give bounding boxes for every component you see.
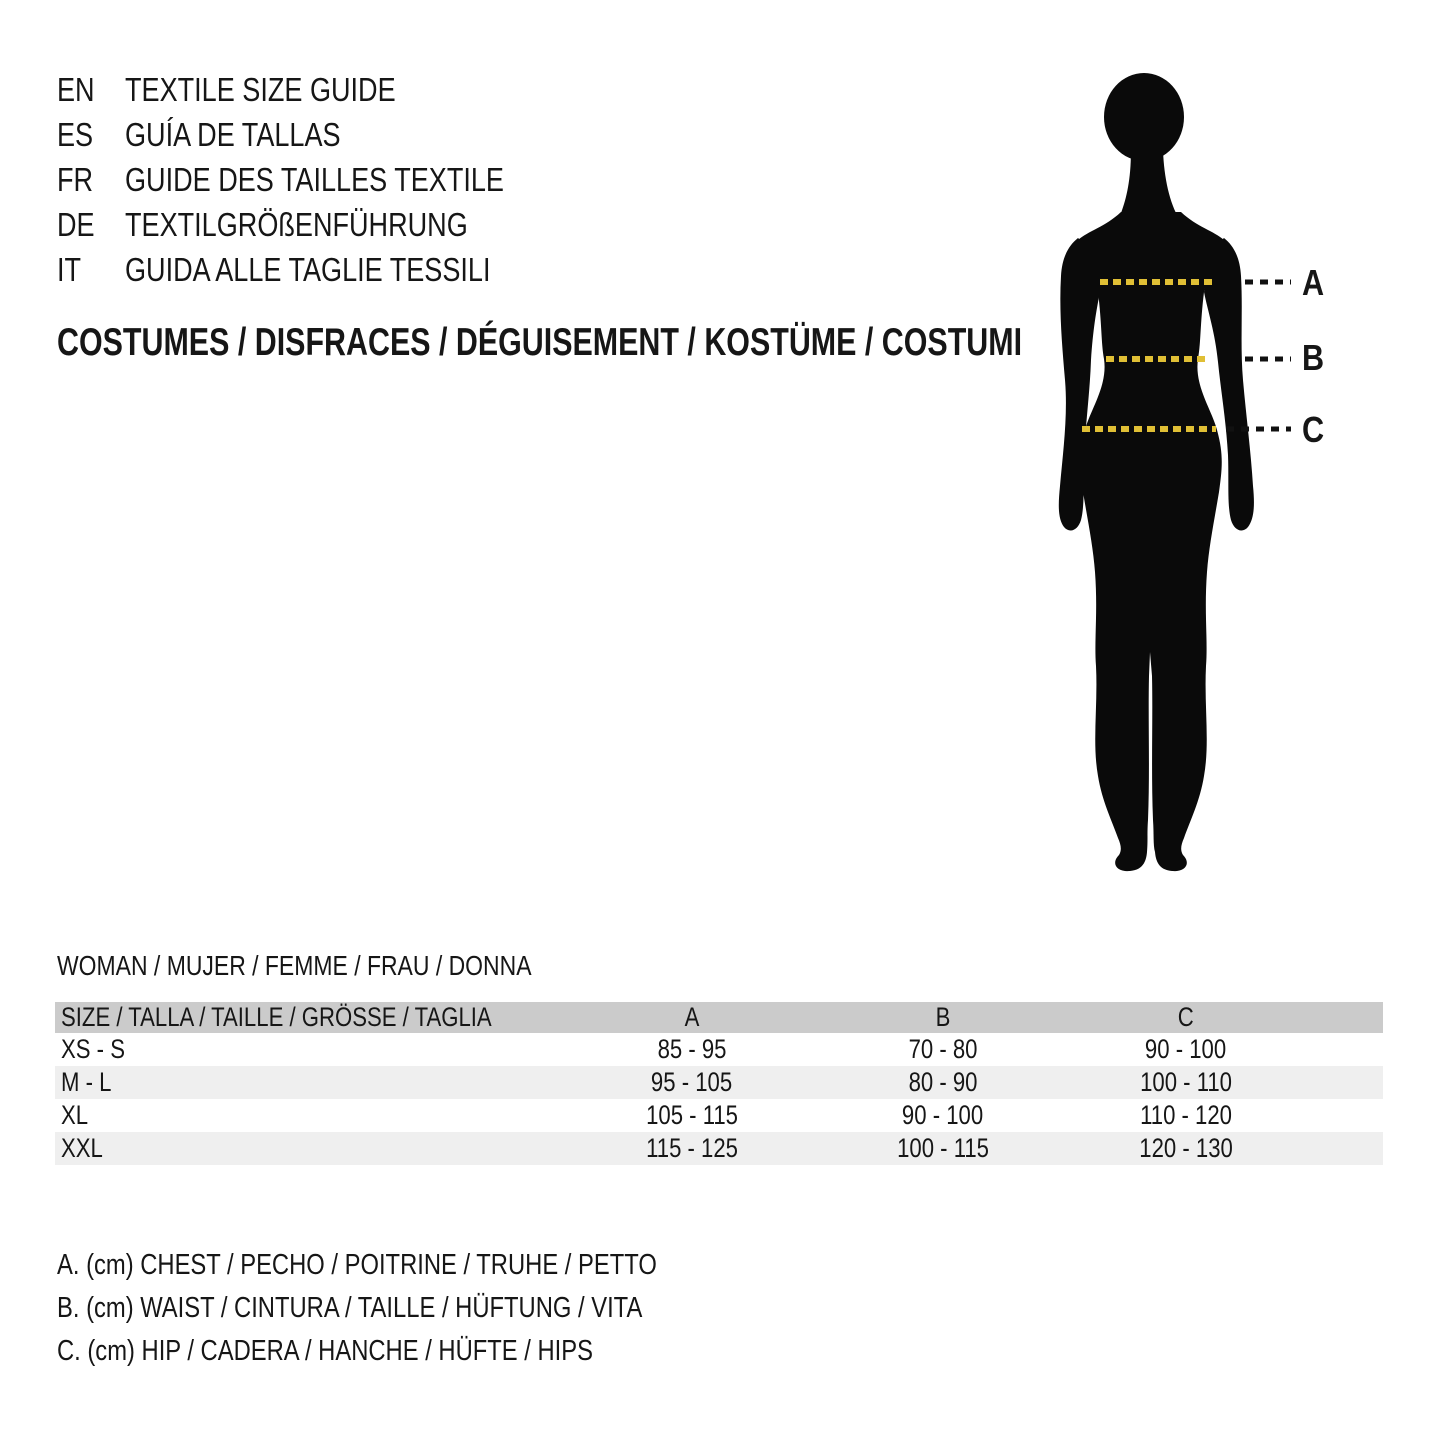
row-size-label: XL (61, 1100, 89, 1130)
language-code: IT (57, 250, 82, 288)
header-a: A (684, 1002, 700, 1032)
legend-line-hip: C. (cm) HIP / CADERA / HANCHE / HÜFTE / HIPS (57, 1335, 593, 1367)
section-title-woman (57, 948, 636, 984)
measure-label-b: B (1302, 337, 1325, 378)
language-title: GUÍA DE TALLAS (125, 115, 341, 153)
measure-label-c: C (1302, 409, 1325, 450)
row-value-c: 120 - 130 (1139, 1133, 1233, 1163)
row-value-b: 80 - 90 (908, 1067, 978, 1097)
size-table (55, 1002, 1383, 1165)
section-title-text: WOMAN / MUJER / FEMME / FRAU / DONNA (57, 950, 532, 981)
row-value-a: 105 - 115 (646, 1100, 738, 1130)
language-code: DE (57, 205, 95, 243)
row-value-c: 90 - 100 (1145, 1034, 1227, 1064)
row-value-c: 110 - 120 (1140, 1100, 1232, 1130)
language-row-en (57, 67, 587, 112)
size-table-header-row (55, 1002, 1383, 1033)
table-row (55, 1066, 1383, 1099)
table-row (55, 1033, 1383, 1066)
row-value-b: 90 - 100 (902, 1100, 984, 1130)
language-title: GUIDE DES TAILLES TEXTILE (125, 160, 504, 198)
language-title: TEXTILGRÖßENFÜHRUNG (125, 205, 468, 243)
table-row (55, 1099, 1383, 1132)
language-code: FR (57, 160, 94, 198)
table-row (55, 1132, 1383, 1165)
language-title-list (57, 67, 587, 292)
row-value-b: 100 - 115 (897, 1133, 989, 1163)
row-size-label: XXL (61, 1133, 103, 1163)
header-b: B (935, 1002, 951, 1032)
row-value-a: 85 - 95 (657, 1034, 727, 1064)
legend-line-waist: B. (cm) WAIST / CINTURA / TAILLE / HÜFTUNG / VITA (57, 1292, 643, 1324)
language-row-it (57, 247, 587, 292)
language-row-de (57, 202, 587, 247)
language-code: EN (57, 70, 95, 108)
category-title-text: COSTUMES / DISFRACES / DÉGUISEMENT / KOSTÜME / COSTUMI (57, 321, 1023, 364)
row-value-a: 95 - 105 (651, 1067, 733, 1097)
row-value-a: 115 - 125 (646, 1133, 738, 1163)
language-row-es (57, 112, 587, 157)
row-value-b: 70 - 80 (908, 1034, 978, 1064)
language-code: ES (57, 115, 94, 153)
language-title: GUIDA ALLE TAGLIE TESSILI (125, 250, 491, 288)
legend-line-chest: A. (cm) CHEST / PECHO / POITRINE / TRUHE / PETTO (57, 1249, 657, 1281)
row-size-label: M - L (61, 1067, 112, 1097)
measurement-legend (57, 1244, 789, 1373)
header-c: C (1178, 1002, 1194, 1032)
measure-label-a: A (1302, 262, 1325, 303)
woman-silhouette-figure (1040, 60, 1360, 890)
header-size: SIZE / TALLA / TAILLE / GRÖSSE / TAGLIA (61, 1002, 492, 1032)
row-size-label: XS - S (61, 1034, 125, 1064)
language-row-fr (57, 157, 587, 202)
row-value-c: 100 - 110 (1140, 1067, 1232, 1097)
language-title: TEXTILE SIZE GUIDE (125, 70, 396, 108)
